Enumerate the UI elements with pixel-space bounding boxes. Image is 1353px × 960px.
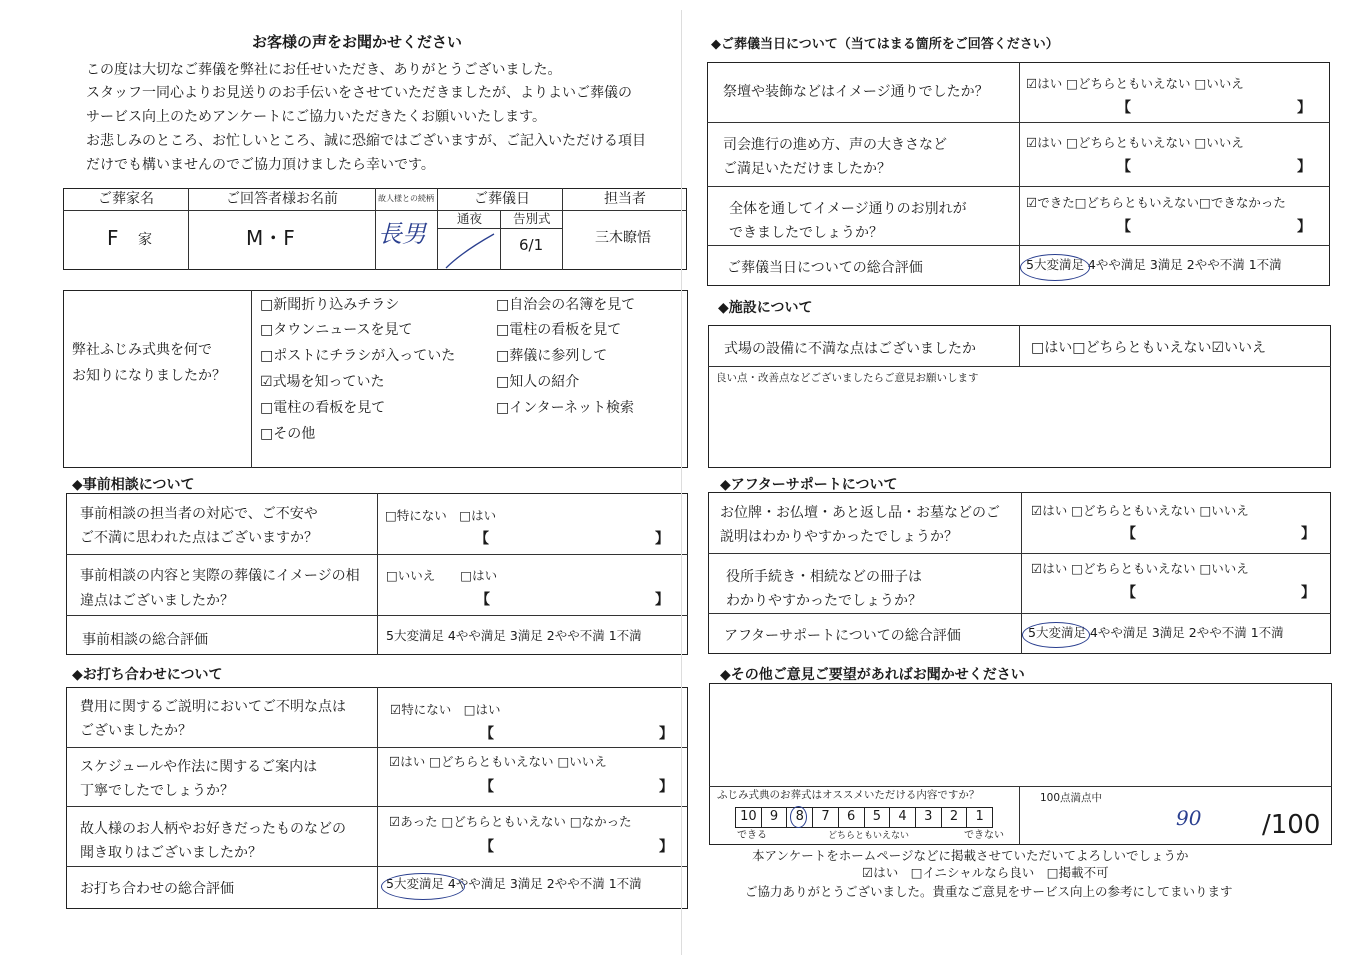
bracket-open: 【 [1117,159,1131,175]
question-text: 事前相談の総合評価 [82,632,208,648]
bracket-open: 【 [1122,585,1136,601]
question-text: 司会進行の進め方、声の大きさなど [723,137,947,153]
section-heading: ◆アフターサポートについて [720,477,898,493]
bracket-close: 】 [659,726,673,742]
header-wake: 通夜 [457,211,483,226]
question-text: 祭壇や装飾などはイメージ通りでしたか？ [723,84,989,100]
question-text: 違点はございましたか？ [80,593,234,609]
header-date: ご葬儀日 [474,191,530,207]
section-heading: ◆その他ご意見ご要望があればお聞かせください [720,667,1025,683]
question-text: 事前相談の内容と実際の葬儀にイメージの相 [80,568,360,584]
scale-label-mid: どちらともいえない [828,831,910,841]
bracket-open: 【 [476,592,490,608]
scale-cell[interactable]: 1 [975,809,984,824]
bracket-close: 】 [1297,219,1311,235]
answer-options[interactable]: □はい□どちらともいえない☑いいえ [1031,340,1267,356]
bracket-close: 】 [655,592,669,608]
header-staff: 担当者 [604,191,646,207]
bracket-close: 】 [659,839,673,855]
intro-line: この度は大切なご葬儀を弊社にお任せいただき、ありがとうございました。 [86,62,562,78]
bracket-close: 】 [1301,526,1315,542]
scale-cell[interactable]: 4 [890,808,916,827]
bracket-close: 】 [1297,159,1311,175]
question-text: スケジュールや作法に関するご案内は [80,759,318,775]
bracket-close: 】 [655,531,669,547]
bracket-open: 【 [1122,526,1136,542]
scale-cell[interactable]: 9 [762,808,788,827]
answer-options[interactable]: ☑できた□どちらともいえない□できなかった [1026,195,1286,210]
intro-line: お悲しみのところ、お忙しいところ、誠に恐縮ではございますが、ご記入いただける項目 [86,133,646,149]
bracket-close: 】 [1301,585,1315,601]
section-heading: ◆事前相談について [72,477,195,493]
scale-circle-mark [790,806,807,828]
wake-strike-mark [442,230,498,270]
question-text: 聞き取りはございましたか？ [80,845,262,861]
staff-name: 三木瞭悟 [595,230,651,246]
question-text: 故人様のお人柄やお好きだったものなどの [80,821,346,837]
scale-cell[interactable]: 5 [865,808,891,827]
answer-options[interactable]: ☑はい □どちらともいえない □いいえ [1031,503,1249,518]
bracket-open: 【 [1117,219,1131,235]
respondent-name: M・F [246,226,295,250]
page-fold [681,10,682,955]
comment-prompt: 良い点・改善点などございましたらご意見お願いします [716,372,979,384]
recommend-scale[interactable] [735,807,993,828]
header-family: ご葬家名 [98,191,154,207]
rating-scale[interactable]: 5大変満足 4やや満足 3満足 2やや不満 1不満 [1026,257,1282,272]
scale-cell[interactable]: 2 [942,808,968,827]
bracket-close: 】 [659,779,673,795]
rating-circle-mark [1020,254,1090,281]
section-heading: ◆ご葬儀当日について（当てはまる箇所をご回答ください） [711,37,1059,52]
option-item[interactable]: □その他 [260,426,316,442]
question-text: 費用に関するご説明においてご不明な点は [80,699,346,715]
answer-options[interactable]: □いいえ □はい [386,568,498,583]
intro-line: サービス向上のためアンケートにご協力いただきたくお願いいたします。 [86,109,547,125]
question-text: 説明はわかりやすかったでしょうか？ [720,529,958,545]
option-item[interactable]: □タウンニュースを見て [260,322,413,338]
rating-scale[interactable]: 5大変満足 4やや満足 3満足 2やや不満 1不満 [1028,625,1284,640]
answer-options[interactable]: ☑あった □どちらともいえない □なかった [389,814,632,829]
score-label: 100点満点中 [1040,792,1103,804]
option-item[interactable]: ☑式場を知っていた [260,374,385,390]
answer-options[interactable]: ☑はい □どちらともいえない □いいえ [1031,561,1249,576]
question-text: アフターサポートについての総合評価 [724,628,961,644]
question-text: 式場の設備に不満な点はございましたか [724,341,976,357]
score-value: 90 [1176,806,1202,830]
question-text: 丁寧でしたでしょうか？ [80,783,234,799]
how-known-question: お知りになりましたか？ [72,368,226,384]
bracket-open: 【 [480,779,494,795]
option-item[interactable]: □ポストにチラシが入っていた [260,348,456,364]
section-heading: ◆お打ち合わせについて [72,667,223,683]
question-text: 事前相談の担当者の対応で、ご不安や [80,506,318,522]
scale-label-left: できる [737,830,767,841]
rating-circle-mark [381,873,465,900]
how-known-question: 弊社ふじみ式典を何で [72,342,212,358]
answer-options[interactable]: ☑はい □どちらともいえない □いいえ [389,754,607,769]
section-heading: ◆施設について [718,300,813,316]
intro-line: スタッフ一同心よりお見送りのお手伝いをさせていただきましたが、よりよいご葬儀の [86,85,632,101]
option-item[interactable]: □インターネット検索 [496,400,634,416]
bracket-open: 【 [475,531,489,547]
publish-question: 本アンケートをホームページなどに掲載させていただいてよろしいでしょうか [752,848,1189,863]
relation-value: 長男 [378,220,426,248]
scale-cell[interactable]: 6 [839,808,865,827]
answer-options[interactable]: ☑特にない □はい [390,702,501,717]
rating-scale[interactable]: 5大変満足 4やや満足 3満足 2やや不満 1不満 [386,628,642,643]
rating-scale[interactable]: 5大変満足 4やや満足 3満足 2やや不満 1不満 [386,876,642,891]
family-suffix: 家 [138,232,152,248]
scale-label-right: できない [964,830,1004,841]
question-text: 全体を通してイメージ通りのお別れが [729,201,967,217]
question-text: ご葬儀当日についての総合評価 [727,260,923,276]
scale-cell[interactable]: 3 [916,808,942,827]
family-initial: F [107,226,119,250]
bracket-close: 】 [1297,100,1311,116]
question-text: お位牌・お仏壇・あと返し品・お墓などのご [720,505,1000,521]
header-respondent: ご回答者様お名前 [226,191,338,207]
score-max: /100 [1262,810,1321,840]
option-item[interactable]: □知人の紹介 [496,374,580,390]
scale-cell[interactable]: 8 [787,808,813,827]
header-relation: 故人様との続柄 [378,194,434,203]
question-text: わかりやすかったでしょうか？ [726,593,922,609]
option-item[interactable]: □新聞折り込みチラシ [260,297,400,313]
question-text: ご満足いただけましたか？ [723,161,891,177]
option-item[interactable]: □自治会の名簿を見て [496,297,636,313]
option-item[interactable]: □葬儀に参列して [496,348,608,364]
rating-circle-mark [1022,622,1090,648]
header-funeral: 告別式 [513,211,551,226]
answer-options[interactable]: □特にない □はい [385,508,497,523]
question-text: お打ち合わせの総合評価 [80,881,234,897]
bracket-open: 【 [480,839,494,855]
scale-cell[interactable]: 10 [736,808,762,827]
question-text: ご不満に思われた点はございますか？ [80,530,318,546]
answer-options[interactable]: ☑はい □どちらともいえない □いいえ [1026,135,1244,150]
option-item[interactable]: □電柱の看板を見て [260,400,386,416]
publish-options[interactable]: ☑はい □イニシャルなら良い □掲載不可 [862,865,1109,880]
question-text: ございましたか？ [80,723,192,739]
scale-cell[interactable]: 7 [813,808,839,827]
question-text: 役所手続き・相続などの冊子は [726,569,922,585]
question-text: できましたでしょうか？ [729,225,883,241]
option-item[interactable]: □電柱の看板を見て [496,322,622,338]
survey-title: お客様の声をお聞かせください [252,33,463,51]
intro-line: だけでも構いませんのでご協力頂けましたら幸いです。 [86,157,435,173]
funeral-date: 6/1 [519,236,544,254]
answer-options[interactable]: ☑はい □どちらともいえない □いいえ [1026,76,1244,91]
thanks-message: ご協力ありがとうございました。貴重なご意見をサービス向上の参考にしてまいります [745,884,1233,899]
bracket-open: 【 [480,726,494,742]
bracket-open: 【 [1117,100,1131,116]
recommend-question: ふじみ式典のお葬式はオススメいただける内容ですか？ [717,789,980,801]
